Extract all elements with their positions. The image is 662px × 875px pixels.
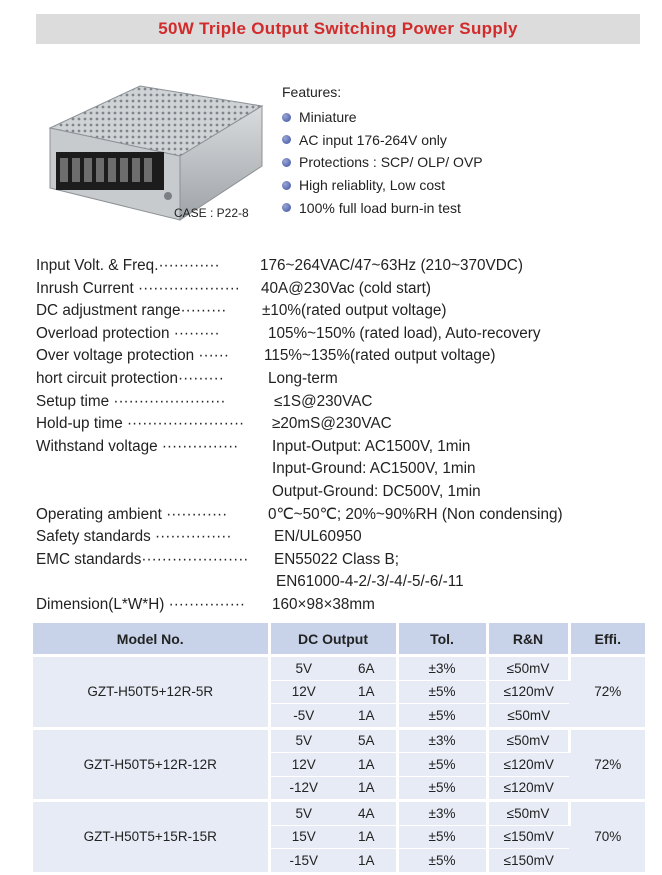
spec-label: DC adjustment range········· <box>36 302 227 320</box>
table-row <box>33 656 645 681</box>
voltage-cell: 12V <box>269 680 337 704</box>
spec-value: 40A@230Vac (cold start) <box>261 279 431 297</box>
spec-value: ≥20mS@230VAC <box>272 415 392 433</box>
page-title: 50W Triple Output Switching Power Supply <box>158 19 518 38</box>
rn-cell: ≤150mV <box>487 825 569 849</box>
spec-value: 105%~150% (rated load), Auto-recovery <box>268 324 541 342</box>
title-bar <box>36 14 640 44</box>
bullet-icon <box>282 181 291 190</box>
tol-cell: ±3% <box>397 728 487 753</box>
bullet-icon <box>282 203 291 212</box>
spec-label: Input Volt. & Freq.············ <box>36 257 220 274</box>
spec-value: 115%~135%(rated output voltage) <box>264 347 496 365</box>
voltage-cell: -5V <box>269 704 337 729</box>
current-cell: 1A <box>337 704 397 729</box>
spec-label: Over voltage protection ······ <box>36 347 229 365</box>
rn-cell: ≤50mV <box>487 656 569 681</box>
spec-label: Overload protection ········· <box>36 324 220 342</box>
current-cell: 6A <box>337 656 397 681</box>
effi-cell: 72% <box>569 728 645 801</box>
bullet-icon <box>282 135 291 144</box>
table-row <box>33 728 645 753</box>
feature-item: AC input 176-264V only <box>282 129 483 152</box>
header-model: Model No. <box>33 623 269 656</box>
tol-cell: ±5% <box>397 704 487 729</box>
spec-label: Inrush Current ···················· <box>36 279 240 297</box>
table-header-row <box>33 623 645 656</box>
voltage-cell: 5V <box>269 656 337 681</box>
spec-value: EN/UL60950 <box>274 528 362 546</box>
spec-value: Input-Output: AC1500V, 1min <box>272 437 471 455</box>
voltage-cell: 12V <box>269 753 337 777</box>
spec-value: EN55022 Class B; <box>274 550 399 568</box>
current-cell: 1A <box>337 825 397 849</box>
effi-cell: 72% <box>569 656 645 729</box>
voltage-cell: -15V <box>269 849 337 873</box>
spec-value: ≤1S@230VAC <box>274 392 373 410</box>
rn-cell: ≤50mV <box>487 728 569 753</box>
feature-item: 100% full load burn-in test <box>282 196 483 219</box>
current-cell: 1A <box>337 776 397 801</box>
feature-item: Protections : SCP/ OLP/ OVP <box>282 151 483 174</box>
spec-label: Hold-up time ······················· <box>36 415 245 433</box>
voltage-cell: -12V <box>269 776 337 801</box>
rn-cell: ≤150mV <box>487 849 569 873</box>
effi-cell: 70% <box>569 801 645 873</box>
voltage-cell: 5V <box>269 728 337 753</box>
spec-label: Setup time ······················ <box>36 392 226 410</box>
spec-label: Safety standards ··············· <box>36 528 232 546</box>
spec-label: Operating ambient ············ <box>36 505 228 523</box>
header-effi: Effi. <box>569 623 645 656</box>
spec-value: 160×98×38mm <box>272 595 375 613</box>
spec-value: ±10%(rated output voltage) <box>262 302 447 320</box>
current-cell: 1A <box>337 849 397 873</box>
model-cell: GZT-H50T5+12R-12R <box>33 728 269 801</box>
case-label: CASE : P22-8 <box>174 206 249 220</box>
spec-label: Dimension(L*W*H) ··············· <box>36 595 246 613</box>
tol-cell: ±5% <box>397 776 487 801</box>
features-list <box>282 84 483 219</box>
spec-value: Output-Ground: DC500V, 1min <box>272 482 481 500</box>
features-title: Features: <box>282 84 342 100</box>
power-supply-image <box>40 68 265 228</box>
table-row <box>33 801 645 826</box>
spec-label: EMC standards····················· <box>36 550 249 568</box>
tol-cell: ±3% <box>397 801 487 826</box>
spec-value: EN61000-4-2/-3/-4/-5/-6/-11 <box>276 573 464 591</box>
spec-value: 0℃~50℃; 20%~90%RH (Non condensing) <box>268 505 563 523</box>
spec-value: Input-Ground: AC1500V, 1min <box>272 460 476 478</box>
rn-cell: ≤120mV <box>487 776 569 801</box>
tol-cell: ±3% <box>397 656 487 681</box>
current-cell: 1A <box>337 680 397 704</box>
spec-label: Withstand voltage ··············· <box>36 437 239 455</box>
voltage-cell: 15V <box>269 825 337 849</box>
tol-cell: ±5% <box>397 849 487 873</box>
tol-cell: ±5% <box>397 680 487 704</box>
voltage-cell: 5V <box>269 801 337 826</box>
spec-value: Long-term <box>268 369 338 387</box>
spec-label: hort circuit protection········· <box>36 369 224 387</box>
bullet-icon <box>282 113 291 122</box>
feature-item: High reliablity, Low cost <box>282 174 483 197</box>
tol-cell: ±5% <box>397 825 487 849</box>
rn-cell: ≤120mV <box>487 753 569 777</box>
rn-cell: ≤50mV <box>487 801 569 826</box>
rn-cell: ≤120mV <box>487 680 569 704</box>
model-cell: GZT-H50T5+15R-15R <box>33 801 269 873</box>
header-dc-output: DC Output <box>269 623 397 656</box>
header-rn: R&N <box>487 623 569 656</box>
model-cell: GZT-H50T5+12R-5R <box>33 656 269 729</box>
tol-cell: ±5% <box>397 753 487 777</box>
current-cell: 1A <box>337 753 397 777</box>
bullet-icon <box>282 158 291 167</box>
header-tol: Tol. <box>397 623 487 656</box>
current-cell: 5A <box>337 728 397 753</box>
rn-cell: ≤50mV <box>487 704 569 729</box>
current-cell: 4A <box>337 801 397 826</box>
model-table <box>33 623 645 873</box>
spec-value: 176~264VAC/47~63Hz (210~370VDC) <box>260 257 523 274</box>
feature-item: Miniature <box>282 106 483 129</box>
